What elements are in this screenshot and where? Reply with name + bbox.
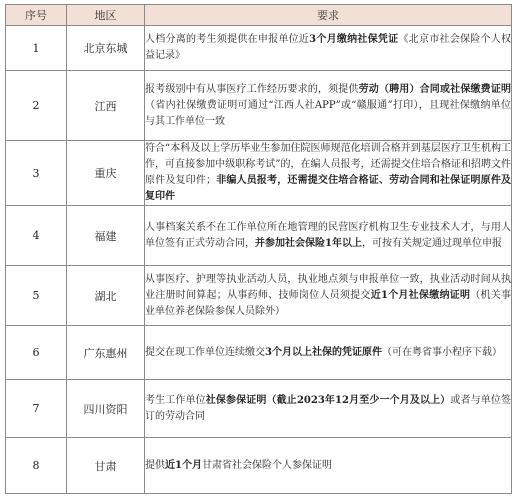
table-row [6,326,512,380]
row-requirement [145,380,512,438]
bold-segment: 并参加社会保险1年以上 [255,237,362,249]
row-region: 江西 [67,71,145,141]
text-segment: ，可按有关规定通过现单位申报 [361,237,502,249]
header-requirements: 要求 [145,5,512,26]
text-segment: 人档分离的考生须提供在申报单位近 [145,34,310,45]
text-segment: 考生工作单位 [145,394,206,406]
row-region: 重庆 [67,141,145,206]
table-row [6,380,512,438]
row-requirement [145,206,512,266]
row-requirement [145,438,512,494]
text-segment: （机关事业单位养老保险参保人员除外） [145,289,512,317]
header-region: 地区 [67,5,145,26]
row-region: 甘肃 [67,438,145,494]
bold-segment: 近1个月社保缴纳证明 [370,289,471,301]
table-row [6,26,512,71]
text-segment: （可在粤省事小程序下载） [381,346,502,358]
bold-segment: 社保参保证明（截止2023年12月至少一个月及以上） [205,394,451,406]
bold-segment: 3个月以上社保的凭证原件 [265,346,382,358]
table-row [6,71,512,141]
bold-segment: 劳动（聘用）合同或社保缴费证明 [358,83,512,95]
table-row [6,206,512,266]
text-segment: 或者与单位签订的劳动合同 [145,394,512,422]
requirements-table [5,4,512,494]
row-requirement [145,141,512,206]
table-row [6,438,512,494]
row-region: 四川资阳 [67,380,145,438]
text-segment: 提供 [145,459,165,471]
row-region: 北京东城 [67,26,145,71]
row-number: 5 [6,266,67,326]
table-row [6,141,512,206]
text-segment: 《北京市社会保险个人权益记录》 [145,34,512,61]
row-number: 2 [6,71,67,141]
header-no: 序号 [6,5,67,26]
text-segment: 报考级别中有从事医疗工作经历要求的，须提供 [145,83,359,95]
bold-segment: 非编人员报考，还需提交住培合格证、劳动合同和社保证明原件及复印件 [145,175,512,202]
row-requirement [145,326,512,380]
row-number: 4 [6,206,67,266]
row-requirement [145,266,512,326]
row-number: 8 [6,438,67,494]
text-segment: 从事医疗、护理等执业活动人员，执业地点须与申报单位一致，执业活动时间从执业注册时间算起；从事药师、技师岗位人员须提交 [145,273,511,301]
text-segment: （省内社保缴费证明可通过“江西人社APP”或“赣服通”打印），且现社保缴纳单位与其工作单位一致 [145,99,511,127]
row-region: 广东惠州 [67,326,145,380]
row-region: 福建 [67,206,145,266]
text-segment: 人事档案关系不在工作单位所在地管理的民营医疗机构卫生专业技术人才，与用人单位签有正式劳动合同， [145,221,511,249]
row-requirement [145,26,512,71]
row-number: 3 [6,141,67,206]
text-segment: 符合“本科及以上学历毕业生参加住院医师规范化培训合格并到基层医疗卫生机构工作，可直接参加中级职称考试”的，在编人员报考，还需提交住培合格证和招聘文件原件及复印件； [145,143,511,186]
row-number: 7 [6,380,67,438]
text-segment: 提交在现工作单位连续缴交 [145,346,265,358]
bold-segment: 近1个月 [165,459,202,471]
bold-segment: 3个月缴纳社保凭证 [309,34,399,45]
table-row [6,266,512,326]
text-segment: 甘肃省社会保险个人参保证明 [201,459,332,471]
header-row [6,5,512,26]
row-region: 湖北 [67,266,145,326]
row-number: 6 [6,326,67,380]
row-number: 1 [6,26,67,71]
row-requirement [145,71,512,141]
